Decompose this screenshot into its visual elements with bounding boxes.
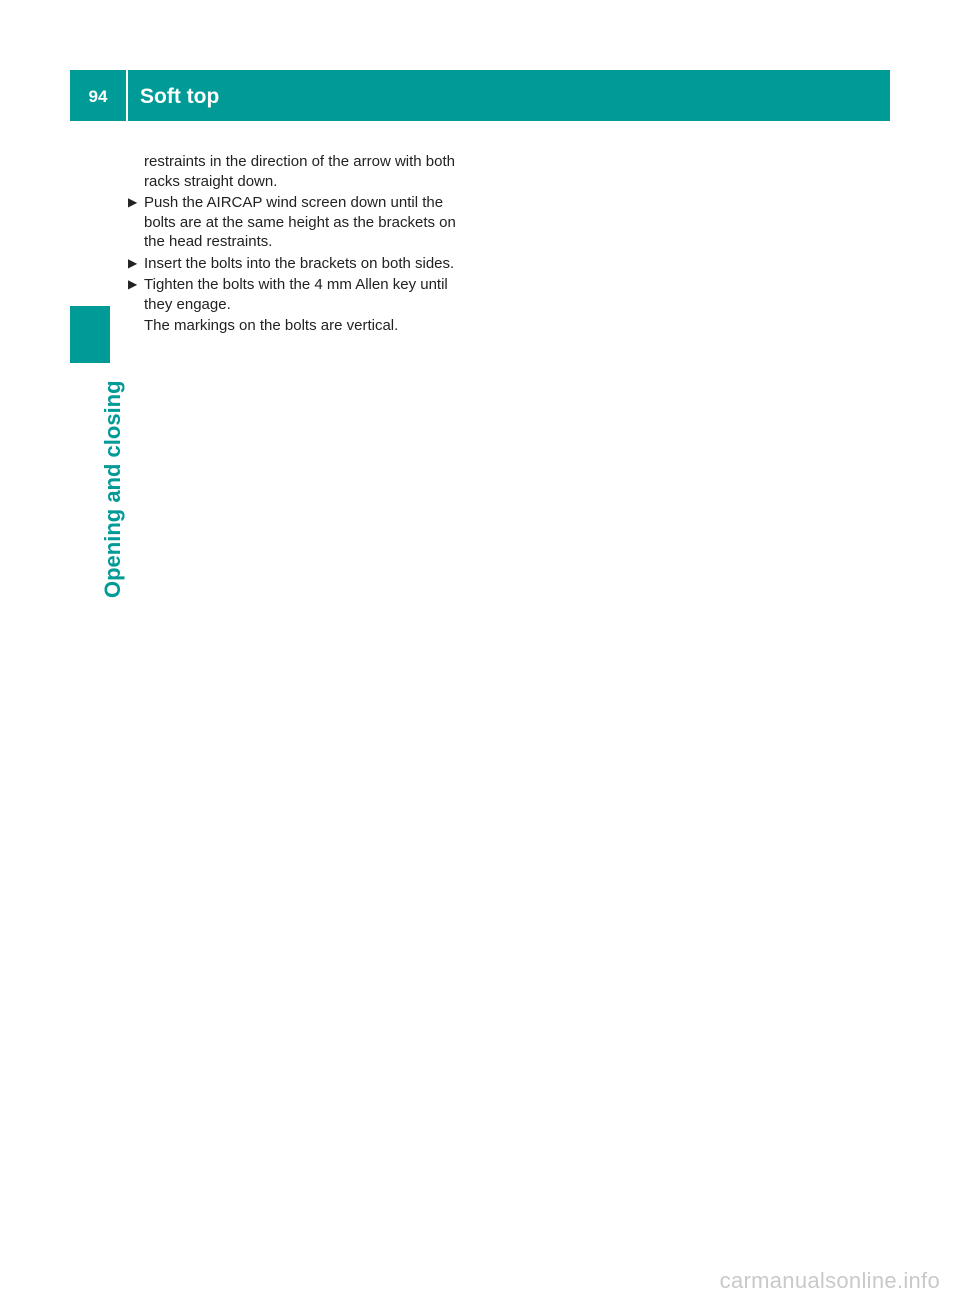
result-text: The markings on the bolts are vertical. xyxy=(144,317,399,334)
chapter-label: Opening and closing xyxy=(100,380,125,598)
section-title: Soft top xyxy=(140,85,220,108)
instruction-step xyxy=(128,193,468,252)
continuation-text: restraints in the direction of the arrow with both racks straight down. xyxy=(144,153,455,190)
instruction-content xyxy=(128,152,468,336)
play-arrow-icon: ▶ xyxy=(128,195,138,209)
chapter-tab-marker xyxy=(70,306,110,363)
instruction-step xyxy=(128,275,468,314)
step-text: Tighten the bolts with the 4 mm Allen key until they engage. xyxy=(144,276,448,313)
step-text: Push the AIRCAP wind screen down until the bolts are at the same height as the brackets on the head restraints. xyxy=(144,194,456,250)
page-header xyxy=(70,70,890,121)
header-divider xyxy=(126,70,128,121)
play-arrow-icon: ▶ xyxy=(128,255,138,270)
instruction-step xyxy=(128,254,468,274)
page-number: 94 xyxy=(88,87,108,106)
play-arrow-icon: ▶ xyxy=(128,277,138,291)
step-text: Insert the bolts into the brackets on both sides. xyxy=(144,254,455,272)
footer-watermark: carmanualsonline.info xyxy=(719,1268,940,1293)
